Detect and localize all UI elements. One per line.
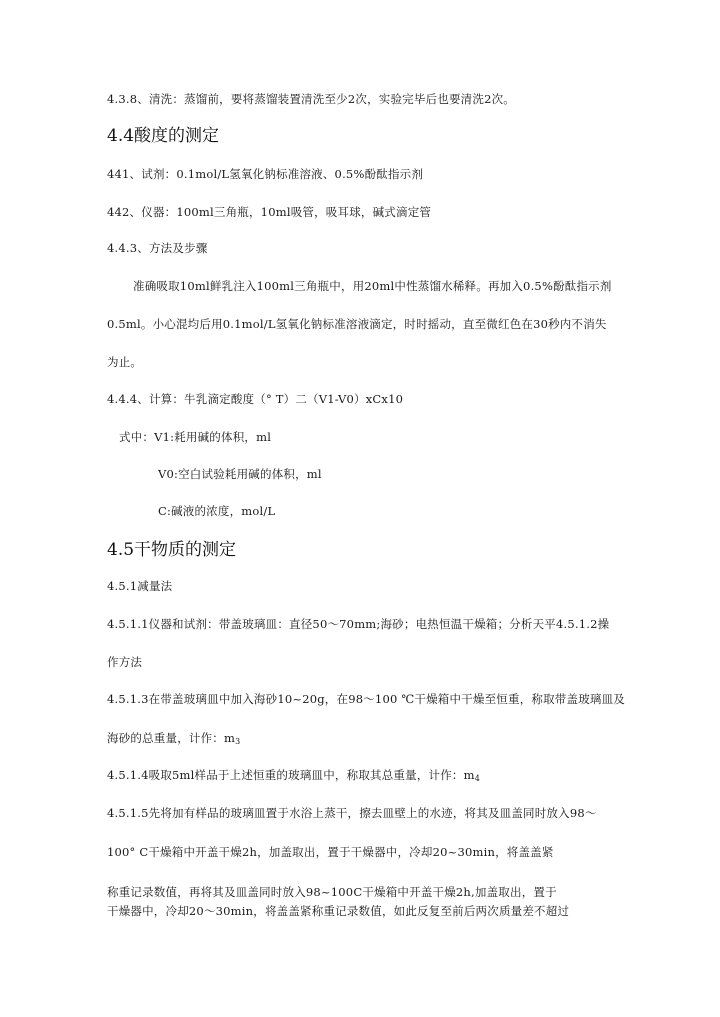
step-4-5-1-3-line-1: 4.5.1.3在带盖玻璃皿中加入海砂10~20g，在98〜100 ℃干燥箱中干燥至恒重，称取带盖玻璃皿及 <box>107 692 625 706</box>
heading-4-4-acidity: 4.4酸度的测定 <box>107 126 220 146</box>
procedure-line-1: 准确吸取10ml鲜乳注入100ml三角瓶中，用20ml中性蒸馏水稀释。再加入0.5%酚酞指示剂 <box>133 279 612 293</box>
procedure-line-3: 为止。 <box>107 355 143 369</box>
step-4-5-1-1-line-1: 4.5.1.1仪器和试剂：带盖玻璃皿：直径50〜70mm;海砂；电热恒温干燥箱；分析天平4.5.1.2操 <box>107 617 610 631</box>
formula-where-v0: V0:空白试验耗用碱的体积，ml <box>158 467 322 481</box>
step-4-5-1-4 <box>107 768 480 786</box>
heading-4-5-dry-matter: 4.5干物质的测定 <box>107 540 237 560</box>
formula-where-c: C:碱液的浓度，mol/L <box>158 504 276 518</box>
step-4-5-1-3-line-2 <box>107 731 240 749</box>
procedure-line-2: 0.5ml。小心混均后用0.1mol/L氢氧化钠标准溶液滴定，时时摇动，直至微红色在30秒内不消失 <box>107 317 607 331</box>
formula-where-v1: 式中：V1:耗用碱的体积，ml <box>119 430 272 444</box>
subscript: 3 <box>235 737 241 746</box>
instruments-4-4-2: 442、仪器：100ml三角瓶，10ml吸管，吸耳球，碱式滴定管 <box>107 205 432 219</box>
subscript: 4 <box>474 774 481 783</box>
calculation-4-4-4: 4.4.4、计算：牛乳滴定酸度（° T）二（V1-V0）xCx10 <box>107 392 404 406</box>
step-4-5-1-1-line-2: 作方法 <box>107 655 143 669</box>
method-4-5-1: 4.5.1减量法 <box>107 579 173 593</box>
step-4-5-1-5-line-1: 4.5.1.5先将加有样品的玻璃皿置于水浴上蒸干，擦去皿壁上的水迹，将其及皿盖同时放入98〜 <box>107 806 597 820</box>
method-4-4-3: 4.4.3、方法及步骤 <box>107 241 208 255</box>
text-span: 海砂的总重量，计作：m <box>107 731 236 745</box>
text-span: 4.5.1.4吸取5ml样品于上述恒重的玻璃皿中，称取其总重量，计作：m <box>107 768 475 782</box>
step-4-3-8-cleaning: 4.3.8、清洗：蒸馏前，要将蒸馏装置清洗至少2次，实验完毕后也要清洗2次。 <box>107 92 515 106</box>
step-4-5-1-5-line-4: 干燥器中，冷却20〜30min，将盖盖紧称重记录数值，如此反复至前后两次质量差不超过 <box>107 904 570 918</box>
step-4-5-1-5-line-3: 称重记录数值，再将其及皿盖同时放入98~100C干燥箱中开盖干燥2h,加盖取出，置于 <box>107 885 557 899</box>
reagents-4-4-1: 441、试剂：0.1mol/L氢氧化钠标准溶液、0.5%酚酞指示剂 <box>107 167 424 181</box>
step-4-5-1-5-line-2: 100° C干燥箱中开盖干燥2h，加盖取出，置于干燥器中，冷却20~30min，将盖盖紧 <box>107 845 554 859</box>
